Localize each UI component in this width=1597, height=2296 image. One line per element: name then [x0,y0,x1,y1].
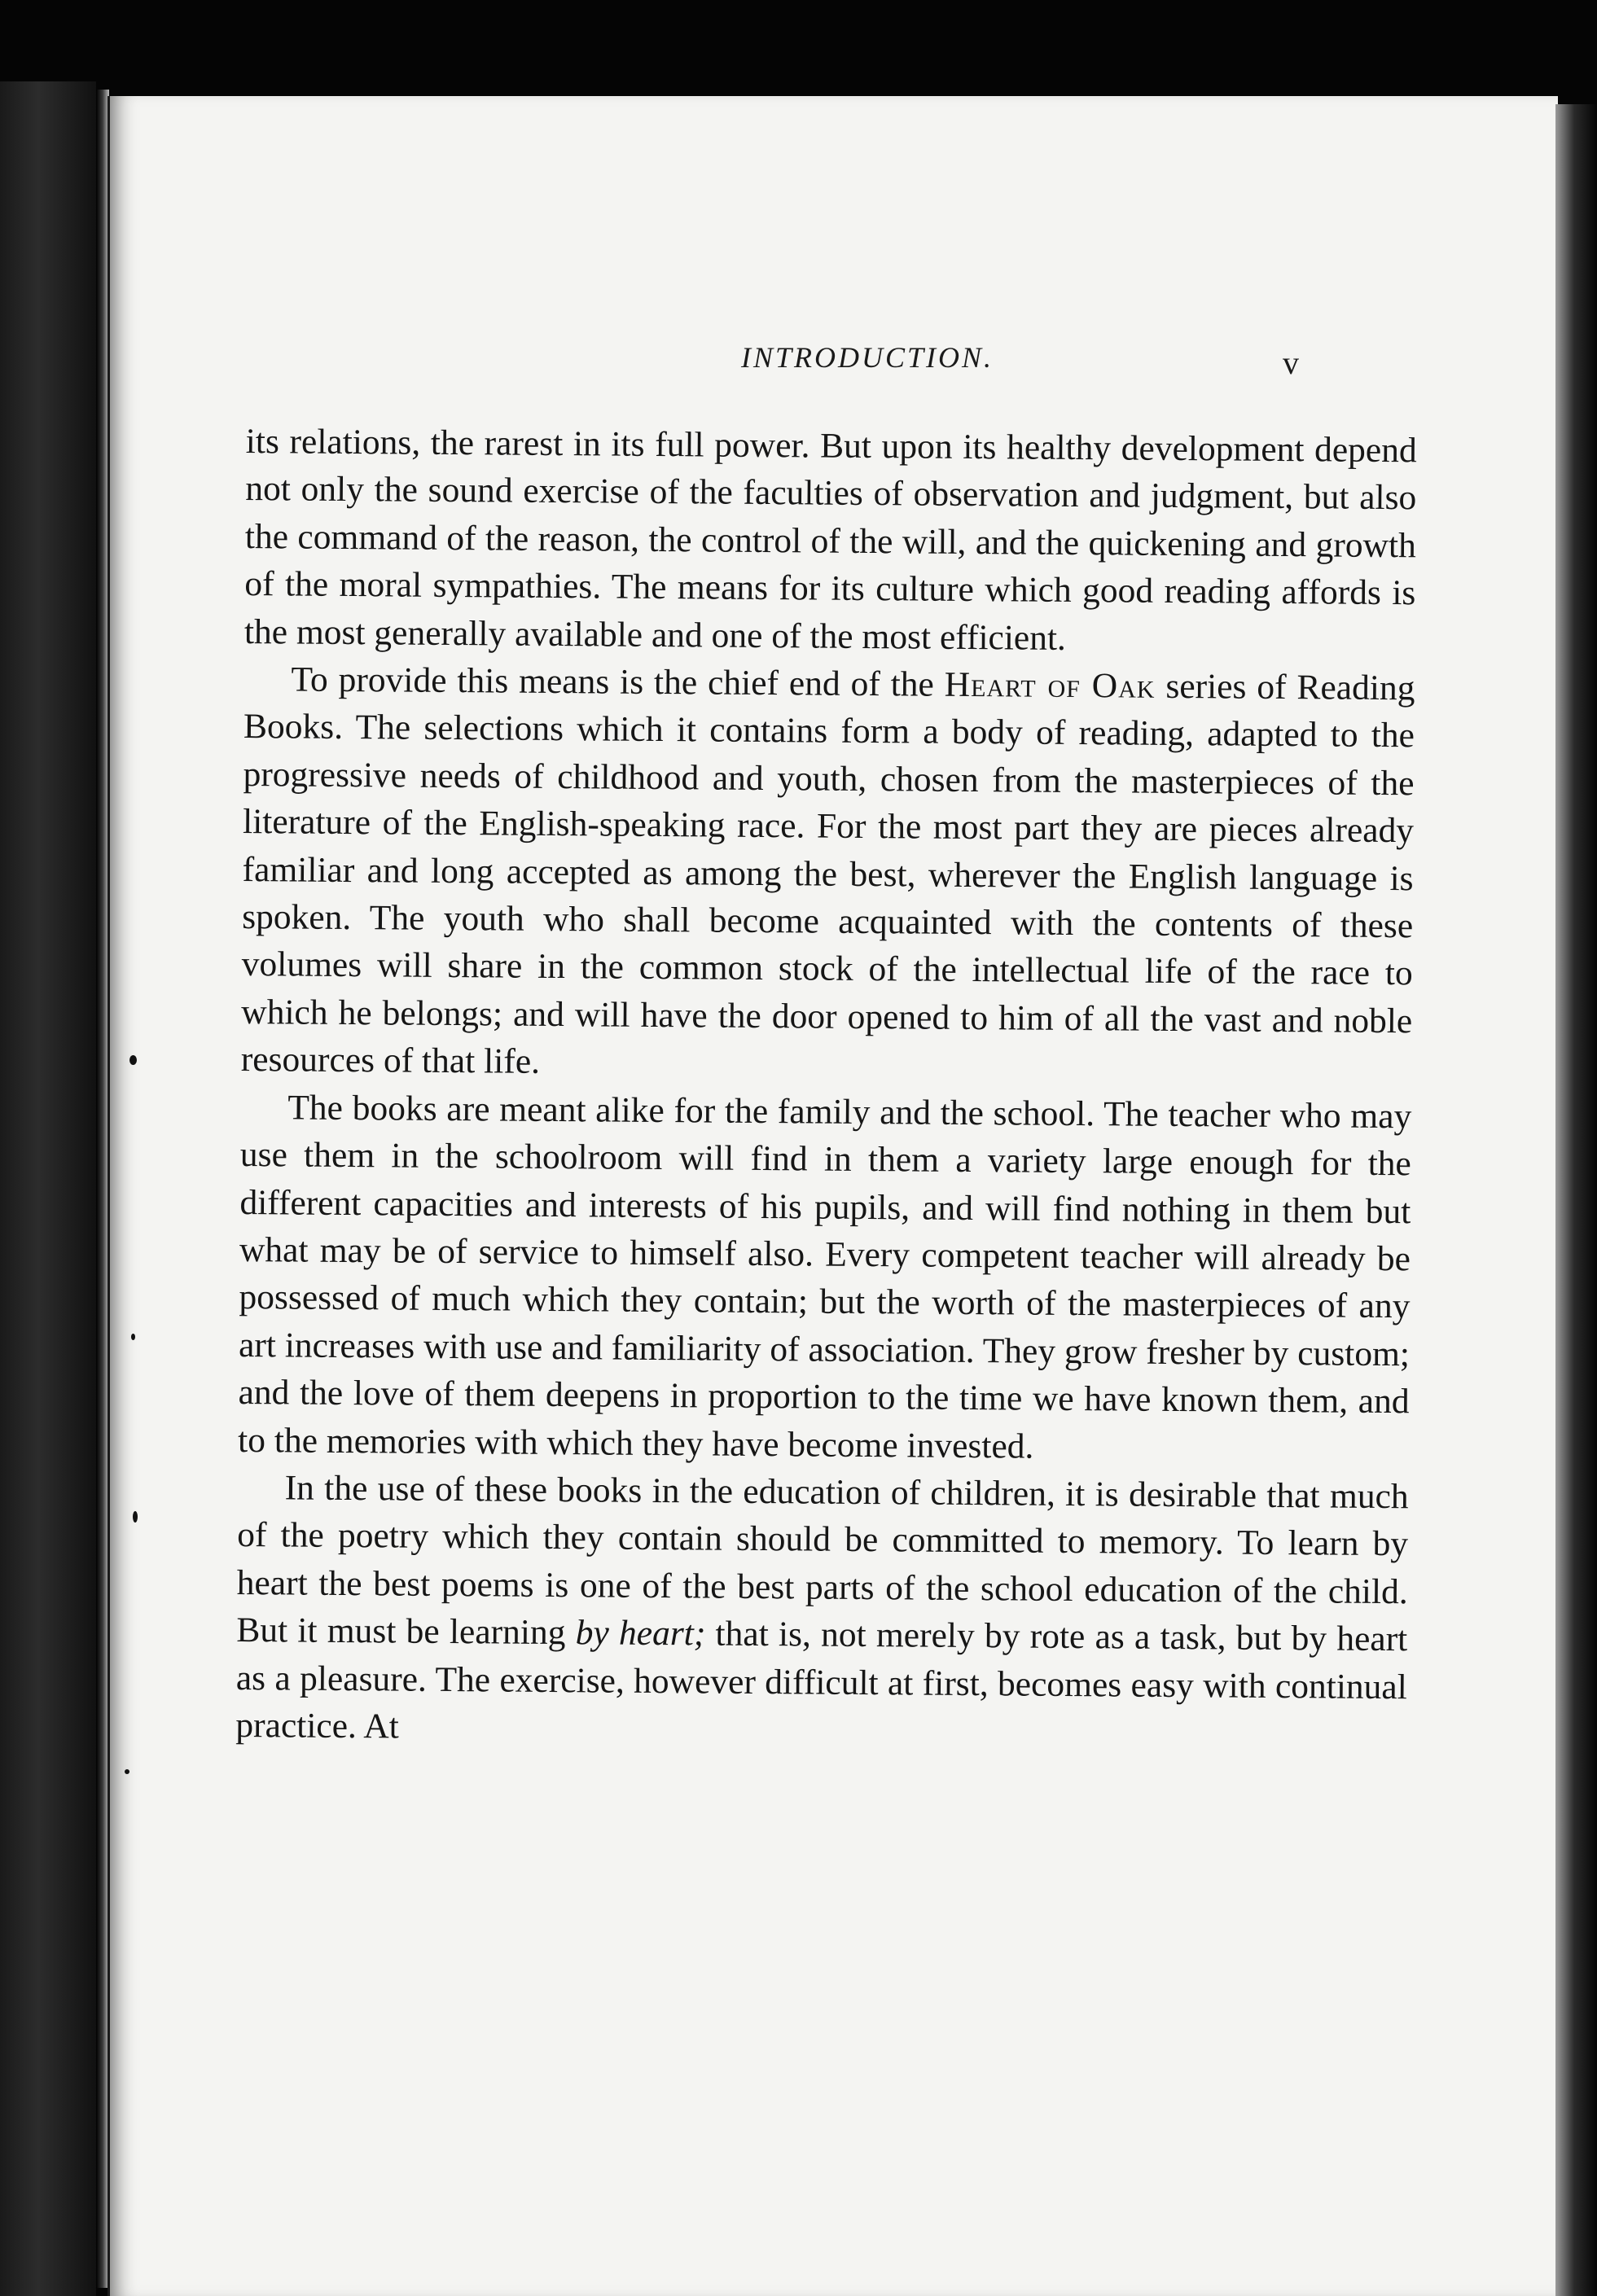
paragraph-4 [235,1464,1409,1759]
paragraph-1-text: its relations, the rarest in its full power. But upon its healthy development depend not only the sound exercise of the faculties of observation and judgment, but also the command of the reason, the control of the will, and the quickening and growth of the moral sympathies. The means for its culture which good reading affords is the most generally available and one of the most efficient. [243,421,1417,658]
page-header [110,340,1558,389]
paragraph-1 [244,418,1417,664]
body-text [235,418,1417,1759]
ink-speck [133,1511,138,1523]
page-number: v [1283,344,1299,381]
paragraph-2-lead: To provide this means is the chief end of the [291,659,945,704]
paragraph-3-text: The books are meant alike for the family and the school. The teacher who may use them in the schoolroom will find in them a variety large enough for the different capacities and interests of his pupils, and will find nothing in them but what may be of service to himself also. Every competent teacher will already be possessed of much which they contain; but the worth of the masterpieces of any art increases with use and familiarity of association. They grow fresher by custom; and the love of them deepens in proportion to the time we have known them, and to the memories with which they have become invested. [237,1088,1412,1466]
paragraph-4-lead: In the use of these books in the education of children, it is desirable that much of the poetry which they contain should be committed to memory. To learn by heart the best poems is one of the best parts of the school education of the child. But it must be learning [236,1468,1409,1653]
paragraph-2-rest: series of Reading Books. The selections which it contains form a body of reading, adapted to the progressive needs of childhood and youth, chosen from the masterpieces of the literature of the English-speaking race. For the most part they are pieces already familiar and long accepted as among the best, wherever the English language is spoken. The youth who shall become acquainted with the contents of these volumes will share in the common stock of the intellectual life of the race to which he belongs; and will have the door opened to him of all the vast and noble resources of that life. [240,666,1415,1082]
book-page [107,96,1558,2296]
paragraph-3 [238,1084,1412,1474]
paragraph-4-rest: that is, not merely by rote as a task, but by heart as a pleasure. The exercise, however difficult at first, becomes easy with continual practice. At [235,1614,1408,1746]
running-title: INTRODUCTION. [741,341,994,374]
ink-speck [125,1769,129,1774]
facing-page-edge [0,81,96,2296]
paragraph-2 [241,655,1415,1093]
page-right-edge [1555,104,1597,2296]
emphasis-by-heart: by heart; [575,1613,706,1654]
series-name: Heart of Oak [944,664,1156,706]
ink-speck [131,1334,135,1340]
ink-speck [129,1055,137,1065]
